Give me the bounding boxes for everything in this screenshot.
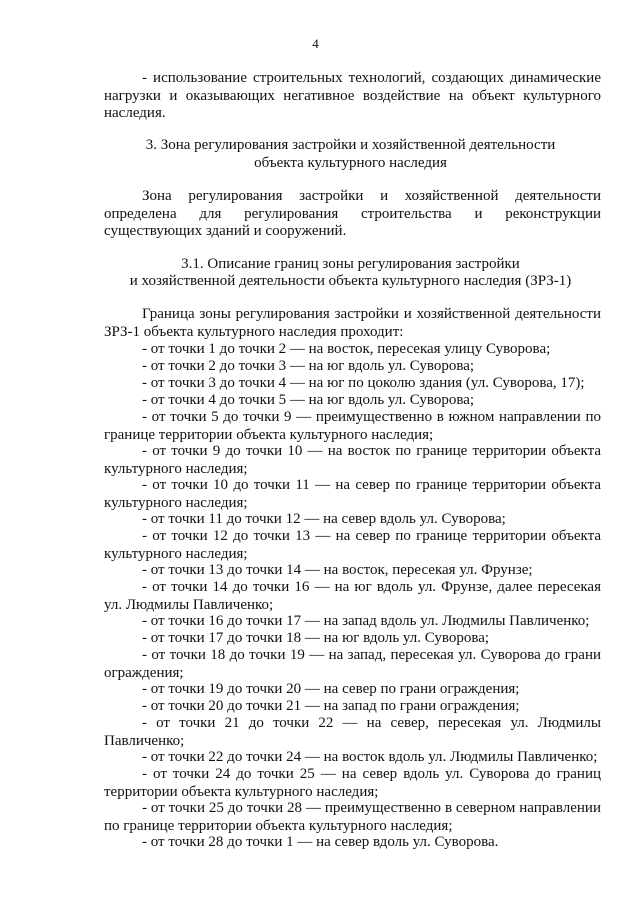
boundary-item: - от точки 4 до точки 5 — на юг вдоль ул. Суворова; [142, 392, 475, 408]
boundary-item: - от точки 16 до точки 17 — на запад вдоль ул. Людмилы Павличенко; [142, 613, 590, 629]
boundary-item: - от точки 19 до точки 20 — на север по грани ограждения; [142, 681, 520, 697]
section-3-1-heading-line-2: и хозяйственной деятельности объекта культурного наследия (ЗРЗ-1) [129, 273, 572, 289]
boundary-item: - от точки 11 до точки 12 — на север вдоль ул. Суворова; [142, 511, 506, 527]
boundary-item: - от точки 12 до точки 13 — на север по границе территории объекта культурного наследия; [104, 528, 601, 562]
boundary-item: - от точки 17 до точки 18 — на юг вдоль ул. Суворова; [142, 630, 490, 646]
boundary-item: - от точки 18 до точки 19 — на запад, пересекая ул. Суворова до грани ограждения; [104, 647, 601, 681]
boundary-item: - от точки 14 до точки 16 — на юг вдоль ул. Фрунзе, далее пересекая ул. Людмилы Павличенко; [104, 579, 601, 613]
boundary-item: - от точки 5 до точки 9 — преимущественно в южном направлении по границе территории объекта культурного наследия; [104, 409, 601, 443]
section-3-1-heading-line-1: 3.1. Описание границ зоны регулирования застройки [181, 256, 520, 272]
boundary-item: - от точки 1 до точки 2 — на восток, пересекая улицу Суворова; [142, 341, 551, 357]
boundary-item: - от точки 24 до точки 25 — на север вдоль ул. Суворова до границ территории объекта культурного наследия; [104, 766, 601, 800]
boundary-item: - от точки 2 до точки 3 — на юг вдоль ул. Суворова; [142, 358, 475, 374]
boundary-item: - от точки 9 до точки 10 — на восток по границе территории объекта культурного наследия; [104, 443, 601, 477]
boundary-item: - от точки 28 до точки 1 — на север вдоль ул. Суворова. [142, 834, 499, 850]
intro-item: - использование строительных технологий, создающих динамические нагрузки и оказывающих негативное воздействие на объект культурного наследия. [104, 70, 601, 121]
section-3-1-intro: Граница зоны регулирования застройки и хозяйственной деятельности ЗРЗ-1 объекта культурного наследия проходит: [104, 306, 601, 340]
section-3-body: Зона регулирования застройки и хозяйственной деятельности определена для регулирования строительства и реконструкции существующих зданий и сооружений. [104, 188, 601, 239]
page-number: 4 [312, 36, 319, 51]
boundary-item: - от точки 21 до точки 22 — на север, пересекая ул. Людмилы Павличенко; [104, 715, 601, 749]
boundary-item: - от точки 22 до точки 24 — на восток вдоль ул. Людмилы Павличенко; [142, 749, 598, 765]
boundary-item: - от точки 25 до точки 28 — преимущественно в северном направлении по границе территории объекта культурного наследия; [104, 800, 601, 834]
boundary-item: - от точки 13 до точки 14 — на восток, пересекая ул. Фрунзе; [142, 562, 533, 578]
section-3-heading-line-2: объекта культурного наследия [254, 155, 447, 171]
boundary-item: - от точки 3 до точки 4 — на юг по цоколю здания (ул. Суворова, 17); [142, 375, 585, 391]
boundary-item: - от точки 10 до точки 11 — на север по границе территории объекта культурного наследия; [104, 477, 601, 511]
section-3-heading-line-1: 3. Зона регулирования застройки и хозяйственной деятельности [145, 137, 556, 153]
boundary-item: - от точки 20 до точки 21 — на запад по грани ограждения; [142, 698, 520, 714]
